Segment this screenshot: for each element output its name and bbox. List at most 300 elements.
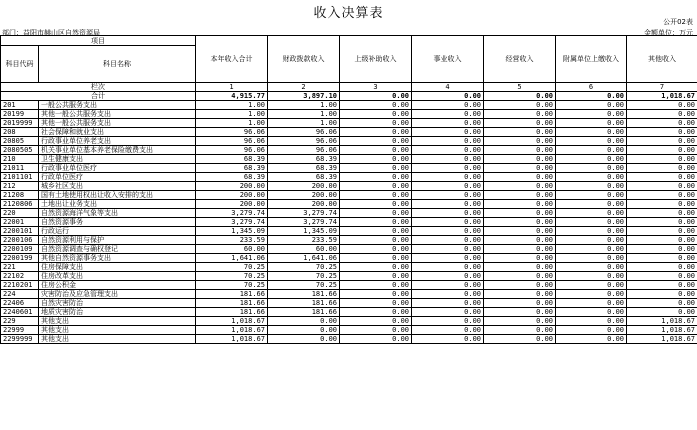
table-row [1, 182, 697, 191]
amount-cell: 0.00 [484, 119, 556, 128]
amount-cell: 0.00 [412, 200, 484, 209]
amount-cell: 1.00 [196, 119, 268, 128]
amount-cell: 0.00 [484, 227, 556, 236]
amount-cell: 0.00 [484, 164, 556, 173]
amount-cell: 0.00 [340, 254, 412, 263]
amount-cell: 0.00 [484, 137, 556, 146]
subject-code: 2019999 [1, 119, 39, 128]
amount-cell: 0.00 [556, 254, 627, 263]
amount-cell: 96.06 [268, 146, 340, 155]
table-row [1, 146, 697, 155]
amount-cell: 0.00 [340, 200, 412, 209]
amount-cell: 0.00 [340, 227, 412, 236]
amount-cell: 0.00 [412, 164, 484, 173]
subject-code: 2200199 [1, 254, 39, 263]
amount-cell: 0.00 [412, 290, 484, 299]
header-name: 科目名称 [39, 46, 196, 83]
total-value: 4,915.77 [196, 92, 268, 101]
table-row [1, 254, 697, 263]
amount-cell: 3,279.74 [196, 218, 268, 227]
total-value: 0.00 [340, 92, 412, 101]
subject-code: 20805 [1, 137, 39, 146]
subject-code: 221 [1, 263, 39, 272]
amount-cell: 1,641.06 [196, 254, 268, 263]
amount-cell: 0.00 [484, 326, 556, 335]
amount-cell: 0.00 [412, 245, 484, 254]
amount-cell: 0.00 [484, 263, 556, 272]
subject-name: 行政单位医疗 [39, 173, 196, 182]
table-row [1, 290, 697, 299]
subject-name: 住房改革支出 [39, 272, 196, 281]
table-row [1, 200, 697, 209]
amount-cell: 0.00 [484, 317, 556, 326]
amount-cell: 0.00 [412, 335, 484, 344]
subject-name: 自然灾害防治 [39, 299, 196, 308]
table-row [1, 137, 697, 146]
subject-name: 城乡社区支出 [39, 182, 196, 191]
amount-cell: 0.00 [412, 218, 484, 227]
amount-cell: 0.00 [556, 299, 627, 308]
column-number: 1 [196, 83, 268, 92]
table-row [1, 218, 697, 227]
amount-cell: 70.25 [196, 281, 268, 290]
subject-code: 2080505 [1, 146, 39, 155]
subject-code: 20199 [1, 110, 39, 119]
subject-code: 22001 [1, 218, 39, 227]
total-value: 0.00 [556, 92, 627, 101]
amount-cell: 0.00 [340, 164, 412, 173]
amount-cell: 0.00 [484, 146, 556, 155]
amount-cell: 68.39 [196, 164, 268, 173]
amount-cell: 200.00 [268, 200, 340, 209]
table-row [1, 308, 697, 317]
header-col-1: 本年收入合计 [196, 36, 268, 83]
amount-cell: 1.00 [268, 101, 340, 110]
amount-cell: 0.00 [340, 182, 412, 191]
amount-cell: 0.00 [484, 254, 556, 263]
amount-cell: 0.00 [484, 272, 556, 281]
amount-cell: 0.00 [484, 173, 556, 182]
amount-cell: 0.00 [412, 182, 484, 191]
subject-name: 其他自然资源事务支出 [39, 254, 196, 263]
amount-cell: 0.00 [556, 200, 627, 209]
header-col-3: 上级补助收入 [340, 36, 412, 83]
amount-cell: 0.00 [556, 182, 627, 191]
subject-code: 2101101 [1, 173, 39, 182]
subject-name: 行政事业单位养老支出 [39, 137, 196, 146]
amount-cell: 68.39 [268, 164, 340, 173]
amount-cell: 68.39 [268, 155, 340, 164]
amount-cell: 0.00 [627, 110, 697, 119]
header-item: 项目 [1, 36, 196, 46]
amount-cell: 181.66 [196, 308, 268, 317]
column-number: 2 [268, 83, 340, 92]
amount-cell: 0.00 [340, 101, 412, 110]
amount-cell: 0.00 [340, 290, 412, 299]
amount-cell: 1,018.67 [627, 335, 697, 344]
subject-name: 一般公共服务支出 [39, 101, 196, 110]
amount-cell: 0.00 [412, 236, 484, 245]
subject-name: 行政事业单位医疗 [39, 164, 196, 173]
amount-cell: 0.00 [412, 227, 484, 236]
table-row [1, 119, 697, 128]
total-value: 1,018.67 [627, 92, 697, 101]
subject-name: 自然资源事务 [39, 218, 196, 227]
subject-name: 机关事业单位基本养老保险缴费支出 [39, 146, 196, 155]
amount-cell: 0.00 [627, 173, 697, 182]
amount-cell: 70.25 [196, 263, 268, 272]
department-label: 部门：益阳市赫山区自然资源局 [2, 29, 100, 37]
amount-cell: 0.00 [340, 146, 412, 155]
amount-cell: 200.00 [196, 191, 268, 200]
subject-name: 行政运行 [39, 227, 196, 236]
amount-cell: 0.00 [340, 110, 412, 119]
amount-cell: 0.00 [556, 245, 627, 254]
table-row [1, 191, 697, 200]
amount-cell: 0.00 [556, 155, 627, 164]
amount-cell: 0.00 [484, 101, 556, 110]
table-row [1, 326, 697, 335]
table-row [1, 155, 697, 164]
amount-cell: 0.00 [627, 209, 697, 218]
amount-cell: 1.00 [196, 101, 268, 110]
amount-cell: 0.00 [412, 101, 484, 110]
amount-cell: 0.00 [412, 110, 484, 119]
amount-cell: 181.66 [196, 299, 268, 308]
amount-cell: 70.25 [268, 272, 340, 281]
amount-cell: 0.00 [627, 281, 697, 290]
amount-cell: 0.00 [412, 281, 484, 290]
header-col-4: 事业收入 [412, 36, 484, 83]
amount-cell: 0.00 [412, 155, 484, 164]
header-col-6: 附属单位上缴收入 [556, 36, 627, 83]
subject-name: 其他支出 [39, 317, 196, 326]
amount-cell: 0.00 [556, 209, 627, 218]
amount-cell: 70.25 [268, 281, 340, 290]
amount-cell: 0.00 [556, 272, 627, 281]
subject-code: 2210201 [1, 281, 39, 290]
amount-cell: 0.00 [627, 191, 697, 200]
subject-code: 229 [1, 317, 39, 326]
amount-cell: 1.00 [196, 110, 268, 119]
amount-cell: 181.66 [268, 299, 340, 308]
amount-cell: 0.00 [484, 299, 556, 308]
amount-cell: 1,345.09 [196, 227, 268, 236]
amount-cell: 0.00 [627, 155, 697, 164]
amount-cell: 0.00 [412, 317, 484, 326]
amount-cell: 0.00 [484, 110, 556, 119]
total-value: 3,897.10 [268, 92, 340, 101]
amount-cell: 0.00 [556, 218, 627, 227]
amount-cell: 0.00 [556, 326, 627, 335]
amount-cell: 0.00 [556, 119, 627, 128]
amount-cell: 200.00 [196, 182, 268, 191]
table-row [1, 281, 697, 290]
subject-name: 地质灾害防治 [39, 308, 196, 317]
amount-cell: 0.00 [627, 200, 697, 209]
header-col-5: 经营收入 [484, 36, 556, 83]
amount-cell: 0.00 [556, 263, 627, 272]
subject-name: 其他支出 [39, 335, 196, 344]
total-row [1, 92, 697, 101]
subject-code: 210 [1, 155, 39, 164]
subject-code: 2120806 [1, 200, 39, 209]
amount-cell: 0.00 [412, 128, 484, 137]
amount-cell: 0.00 [627, 227, 697, 236]
amount-cell: 0.00 [340, 209, 412, 218]
amount-cell: 200.00 [268, 191, 340, 200]
amount-cell: 0.00 [484, 155, 556, 164]
amount-cell: 0.00 [340, 317, 412, 326]
amount-cell: 3,279.74 [196, 209, 268, 218]
amount-cell: 0.00 [340, 272, 412, 281]
amount-cell: 68.39 [268, 173, 340, 182]
amount-cell: 0.00 [556, 137, 627, 146]
subject-name: 其他支出 [39, 326, 196, 335]
amount-cell: 0.00 [268, 335, 340, 344]
amount-cell: 0.00 [484, 200, 556, 209]
table-row [1, 272, 697, 281]
header-code: 科目代码 [1, 46, 39, 83]
amount-cell: 0.00 [556, 290, 627, 299]
amount-cell: 0.00 [412, 119, 484, 128]
amount-cell: 181.66 [268, 308, 340, 317]
table-row [1, 164, 697, 173]
amount-cell: 0.00 [556, 281, 627, 290]
subject-code: 21208 [1, 191, 39, 200]
amount-cell: 0.00 [340, 281, 412, 290]
amount-cell: 1,641.06 [268, 254, 340, 263]
amount-cell: 0.00 [412, 308, 484, 317]
amount-cell: 1,018.67 [627, 317, 697, 326]
amount-cell: 0.00 [627, 182, 697, 191]
amount-cell: 68.39 [196, 173, 268, 182]
amount-cell: 1.00 [268, 110, 340, 119]
amount-cell: 0.00 [268, 326, 340, 335]
amount-cell: 96.06 [196, 146, 268, 155]
amount-cell: 0.00 [627, 236, 697, 245]
amount-cell: 0.00 [340, 128, 412, 137]
subject-code: 2299999 [1, 335, 39, 344]
amount-cell: 0.00 [627, 101, 697, 110]
amount-cell: 70.25 [196, 272, 268, 281]
subject-name: 灾害防治及应急管理支出 [39, 290, 196, 299]
table-row [1, 227, 697, 236]
amount-cell: 0.00 [556, 110, 627, 119]
subject-name: 自然资源利用与保护 [39, 236, 196, 245]
column-number: 4 [412, 83, 484, 92]
table-row [1, 335, 697, 344]
amount-cell: 0.00 [627, 146, 697, 155]
amount-cell: 200.00 [268, 182, 340, 191]
amount-cell: 0.00 [556, 308, 627, 317]
amount-cell: 0.00 [484, 236, 556, 245]
amount-cell: 0.00 [340, 137, 412, 146]
amount-cell: 0.00 [484, 335, 556, 344]
amount-cell: 233.59 [196, 236, 268, 245]
subject-code: 2200109 [1, 245, 39, 254]
column-number: 6 [556, 83, 627, 92]
amount-cell: 60.00 [196, 245, 268, 254]
amount-cell: 0.00 [412, 137, 484, 146]
amount-cell: 0.00 [556, 173, 627, 182]
amount-cell: 181.66 [196, 290, 268, 299]
table-row [1, 236, 697, 245]
amount-cell: 0.00 [340, 299, 412, 308]
amount-cell: 0.00 [627, 218, 697, 227]
amount-cell: 0.00 [627, 164, 697, 173]
table-row [1, 110, 697, 119]
amount-cell: 0.00 [412, 146, 484, 155]
table-row [1, 101, 697, 110]
amount-cell: 0.00 [340, 218, 412, 227]
income-table [0, 35, 697, 344]
amount-cell: 1,345.09 [268, 227, 340, 236]
amount-cell: 1,018.67 [196, 317, 268, 326]
amount-cell: 0.00 [627, 137, 697, 146]
amount-cell: 0.00 [627, 245, 697, 254]
subject-code: 224 [1, 290, 39, 299]
total-value: 0.00 [484, 92, 556, 101]
amount-cell: 1,018.67 [627, 326, 697, 335]
subject-name: 住房保障支出 [39, 263, 196, 272]
amount-cell: 0.00 [556, 227, 627, 236]
amount-cell: 0.00 [627, 272, 697, 281]
amount-cell: 0.00 [556, 236, 627, 245]
amount-cell: 0.00 [340, 191, 412, 200]
report-title: 收入决算表 [313, 6, 384, 21]
total-value: 0.00 [412, 92, 484, 101]
column-number: 5 [484, 83, 556, 92]
column-number: 7 [627, 83, 697, 92]
subject-code: 21011 [1, 164, 39, 173]
amount-cell: 200.00 [196, 200, 268, 209]
amount-cell: 0.00 [412, 209, 484, 218]
subject-name: 社会保障和就业支出 [39, 128, 196, 137]
amount-cell: 60.00 [268, 245, 340, 254]
unit-label: 金额单位：万元 [644, 29, 693, 37]
amount-cell: 96.06 [268, 137, 340, 146]
amount-cell: 181.66 [268, 290, 340, 299]
subject-code: 22999 [1, 326, 39, 335]
total-label: 合计 [1, 92, 196, 101]
amount-cell: 0.00 [340, 326, 412, 335]
amount-cell: 0.00 [556, 146, 627, 155]
subject-name: 其他一般公共服务支出 [39, 110, 196, 119]
amount-cell: 0.00 [412, 173, 484, 182]
subject-code: 212 [1, 182, 39, 191]
amount-cell: 0.00 [484, 218, 556, 227]
column-number-row [1, 83, 697, 92]
column-number: 3 [340, 83, 412, 92]
subject-name: 国有土地使用权出让收入安排的支出 [39, 191, 196, 200]
column-number-label: 栏次 [1, 83, 196, 92]
amount-cell: 0.00 [340, 308, 412, 317]
amount-cell: 0.00 [556, 164, 627, 173]
subject-code: 2200106 [1, 236, 39, 245]
amount-cell: 1.00 [268, 119, 340, 128]
amount-cell: 0.00 [627, 128, 697, 137]
amount-cell: 0.00 [556, 191, 627, 200]
amount-cell: 0.00 [340, 245, 412, 254]
subject-name: 住房公积金 [39, 281, 196, 290]
amount-cell: 0.00 [484, 290, 556, 299]
amount-cell: 0.00 [412, 254, 484, 263]
header-col-2: 财政拨款收入 [268, 36, 340, 83]
amount-cell: 0.00 [484, 182, 556, 191]
amount-cell: 0.00 [627, 119, 697, 128]
subject-code: 2240601 [1, 308, 39, 317]
subject-code: 22102 [1, 272, 39, 281]
amount-cell: 1,018.67 [196, 326, 268, 335]
amount-cell: 96.06 [196, 137, 268, 146]
amount-cell: 70.25 [268, 263, 340, 272]
amount-cell: 0.00 [627, 254, 697, 263]
amount-cell: 0.00 [627, 263, 697, 272]
header-col-7: 其他收入 [627, 36, 697, 83]
amount-cell: 1,018.67 [196, 335, 268, 344]
amount-cell: 0.00 [412, 326, 484, 335]
amount-cell: 0.00 [484, 209, 556, 218]
amount-cell: 0.00 [340, 236, 412, 245]
table-row [1, 245, 697, 254]
amount-cell: 0.00 [556, 317, 627, 326]
amount-cell: 3,279.74 [268, 218, 340, 227]
amount-cell: 0.00 [484, 281, 556, 290]
subject-name: 土地出让业务支出 [39, 200, 196, 209]
subject-name: 其他一般公共服务支出 [39, 119, 196, 128]
subject-code: 2200101 [1, 227, 39, 236]
table-row [1, 317, 697, 326]
amount-cell: 0.00 [627, 308, 697, 317]
amount-cell: 0.00 [340, 119, 412, 128]
amount-cell: 0.00 [340, 335, 412, 344]
amount-cell: 96.06 [268, 128, 340, 137]
amount-cell: 0.00 [484, 128, 556, 137]
amount-cell: 0.00 [556, 101, 627, 110]
subject-code: 220 [1, 209, 39, 218]
subject-name: 卫生健康支出 [39, 155, 196, 164]
table-row [1, 128, 697, 137]
table-row [1, 263, 697, 272]
amount-cell: 0.00 [484, 191, 556, 200]
amount-cell: 0.00 [627, 299, 697, 308]
table-row [1, 299, 697, 308]
subject-code: 22406 [1, 299, 39, 308]
subject-code: 201 [1, 101, 39, 110]
amount-cell: 0.00 [556, 335, 627, 344]
amount-cell: 0.00 [340, 263, 412, 272]
table-row [1, 209, 697, 218]
amount-cell: 3,279.74 [268, 209, 340, 218]
subject-code: 208 [1, 128, 39, 137]
amount-cell: 233.59 [268, 236, 340, 245]
amount-cell: 0.00 [412, 191, 484, 200]
table-row [1, 173, 697, 182]
amount-cell: 0.00 [412, 272, 484, 281]
amount-cell: 0.00 [556, 128, 627, 137]
amount-cell: 0.00 [340, 173, 412, 182]
subject-name: 自然资源调查与确权登记 [39, 245, 196, 254]
amount-cell: 0.00 [627, 290, 697, 299]
form-id: 公开02表 [663, 18, 693, 26]
amount-cell: 68.39 [196, 155, 268, 164]
amount-cell: 0.00 [484, 245, 556, 254]
amount-cell: 0.00 [268, 317, 340, 326]
subject-name: 自然资源海洋气象等支出 [39, 209, 196, 218]
amount-cell: 0.00 [412, 263, 484, 272]
amount-cell: 0.00 [484, 308, 556, 317]
